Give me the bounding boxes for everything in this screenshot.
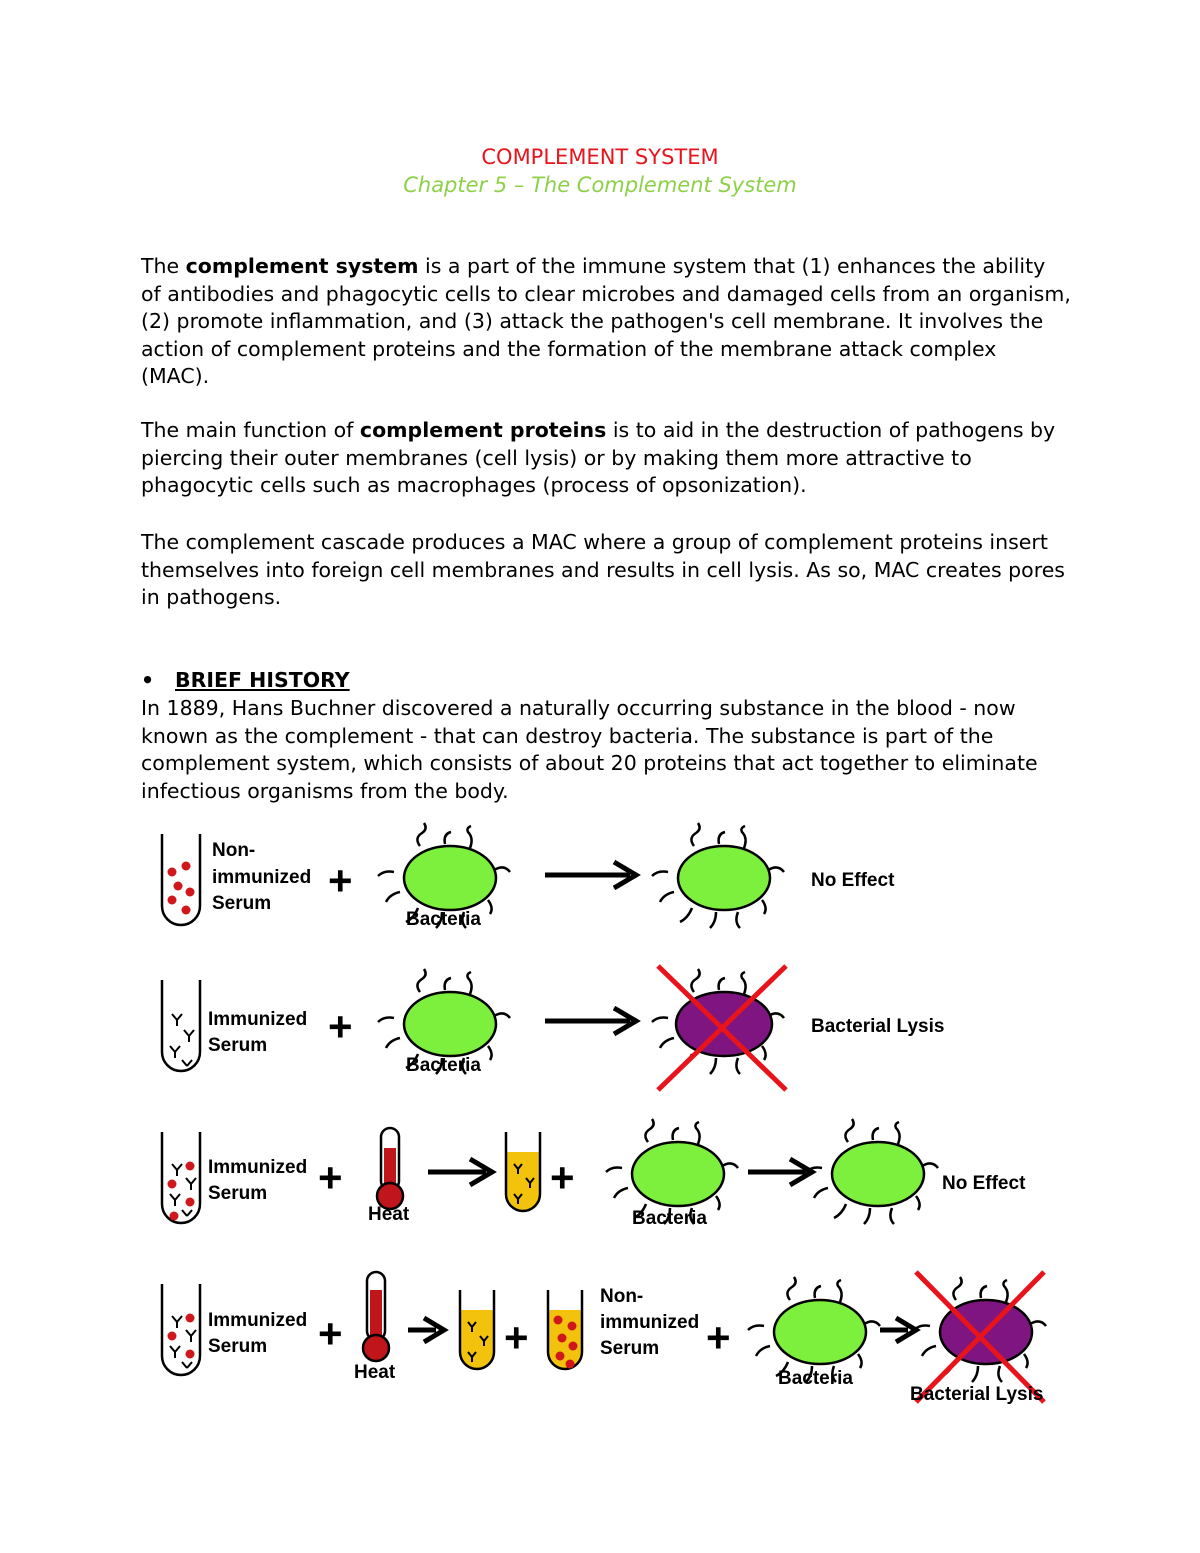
arrow-icon [428, 1159, 492, 1185]
arrow-icon [408, 1318, 444, 1342]
plus-icon: + [328, 857, 353, 904]
result-bacterial-lysis: Bacterial Lysis [811, 1016, 945, 1037]
label-heat: Heat [368, 1204, 410, 1225]
row-1 [162, 823, 895, 930]
test-tube-icon [162, 1284, 200, 1375]
label-immunized: Immunized [208, 1009, 308, 1030]
label-immunized: Immunized [208, 1157, 308, 1178]
test-tube-icon [460, 1290, 494, 1369]
thermometer-icon [377, 1128, 403, 1209]
plus-icon: + [504, 1314, 529, 1361]
document-title: COMPLEMENT SYSTEM [481, 145, 719, 169]
p2-post: is to aid in the destruction of pathogens by piercing their outer membranes (cell lysis) or by making them more attractive to phagocytic cells such as macrophages (process of opsonization). [141, 418, 1056, 497]
label-non: Non- [212, 840, 256, 861]
row-4 [162, 1272, 1046, 1405]
p1-post: is a part of the immune system that (1) enhances the ability of antibodies and phagocytic cells to clear microbes and damaged cells from an organism, (2) promote inflammation, and (3) attack the pathogen's cell membrane. It involves the action of complement proteins and the formation of the membrane attack complex (MAC). [141, 254, 1071, 388]
test-tube-icon [548, 1290, 582, 1369]
bacteria-icon [806, 1119, 938, 1224]
test-tube-icon [162, 1132, 200, 1223]
p1-pre: The [141, 254, 186, 278]
arrow-icon [748, 1159, 812, 1185]
test-tube-icon [506, 1132, 540, 1211]
bacteria-icon [652, 823, 784, 928]
paragraph-complement-system [141, 253, 1071, 391]
thermometer-icon [363, 1272, 389, 1361]
label-immunized: immunized [600, 1312, 700, 1333]
section-heading-text: BRIEF HISTORY [175, 668, 350, 692]
test-tube-icon [162, 834, 200, 925]
document-subtitle: Chapter 5 – The Complement System [403, 173, 797, 197]
arrow-icon [545, 862, 636, 888]
label-heat: Heat [354, 1362, 396, 1383]
label-bacteria: Bacteria [778, 1368, 853, 1389]
label-immunized: immunized [212, 867, 312, 888]
bacteria-icon [748, 1277, 880, 1382]
result-no-effect: No Effect [811, 870, 895, 891]
label-bacteria: Bacteria [406, 909, 481, 930]
p2-bold-term: complement proteins [359, 418, 607, 442]
label-bacteria: Bacteria [406, 1055, 481, 1076]
plus-icon: + [318, 1310, 343, 1357]
row-3 [162, 1119, 1026, 1229]
p2-pre: The main function of [141, 418, 360, 442]
label-serum: Serum [208, 1336, 268, 1357]
label-serum: Serum [600, 1338, 660, 1359]
paragraph-history: In 1889, Hans Buchner discovered a naturally occurring substance in the blood - now known as the complement - that can destroy bacteria. The substance is part of the complement system, which consists of about 20 proteins that act together to eliminate infectious organisms from the body. [141, 696, 1038, 803]
lysed-bacteria-icon [652, 966, 786, 1090]
label-serum: Serum [208, 1035, 268, 1056]
p1-bold-term: complement system [185, 254, 419, 278]
arrow-icon [880, 1318, 916, 1342]
section-heading-brief-history [141, 667, 350, 694]
row-2 [162, 966, 944, 1090]
bullet-icon: • [141, 668, 155, 692]
label-serum: Serum [212, 893, 272, 914]
label-serum: Serum [208, 1183, 268, 1204]
label-immunized: Immunized [208, 1310, 308, 1331]
lysed-bacteria-icon [914, 1272, 1046, 1402]
label-non: Non- [600, 1286, 644, 1307]
result-no-effect: No Effect [942, 1173, 1026, 1194]
plus-icon: + [706, 1314, 731, 1361]
plus-icon: + [328, 1003, 353, 1050]
plus-icon: + [550, 1154, 575, 1201]
paragraph-complement-proteins [141, 417, 1071, 500]
result-bacterial-lysis: Bacterial Lysis [910, 1384, 1044, 1405]
label-bacteria: Bacteria [632, 1208, 707, 1229]
buchner-experiment-figure [150, 812, 1050, 1412]
arrow-icon [545, 1008, 636, 1034]
paragraph-mac: The complement cascade produces a MAC where a group of complement proteins insert themselves into foreign cell membranes and results in cell lysis. As so, MAC creates pores in pathogens. [141, 530, 1065, 609]
plus-icon: + [318, 1154, 343, 1201]
test-tube-icon [162, 980, 200, 1071]
